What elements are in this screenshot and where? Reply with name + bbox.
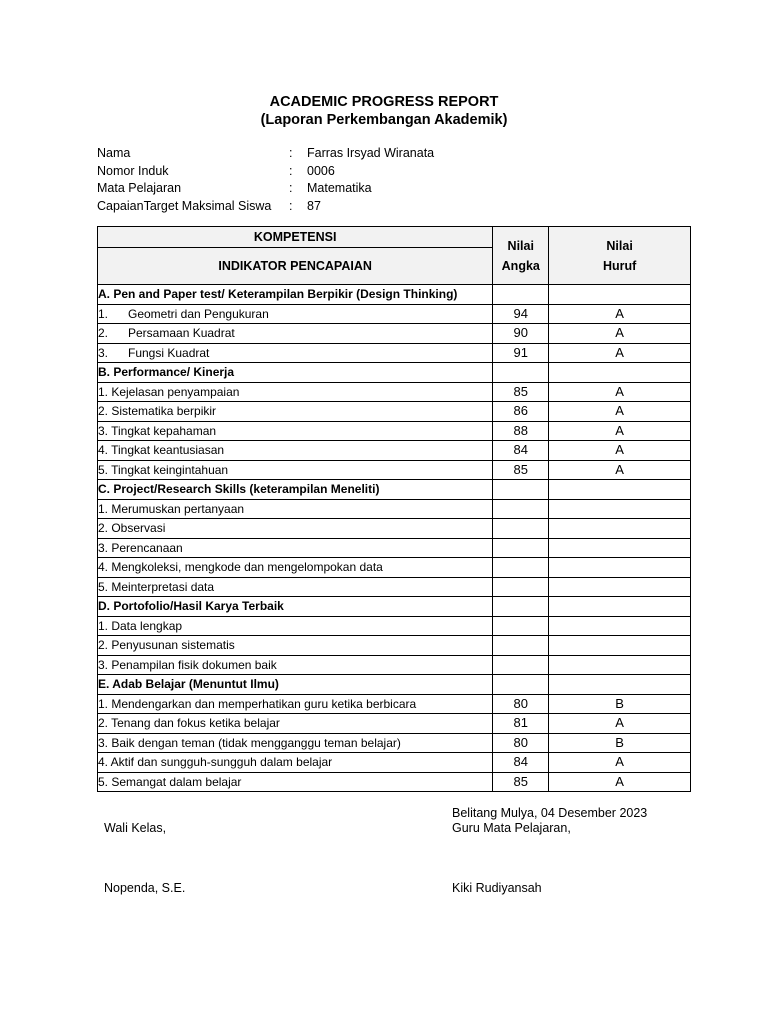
item-number: 1. — [98, 306, 109, 321]
indicator-cell — [98, 324, 493, 344]
section-row — [98, 480, 691, 500]
table-row — [98, 460, 691, 480]
item-number: 3. — [98, 345, 109, 360]
table-row — [98, 324, 691, 344]
score-cell — [493, 519, 549, 539]
header-indikator: INDIKATOR PENCAPAIAN — [98, 248, 493, 285]
header-nilai-angka — [493, 227, 549, 285]
grade-cell — [549, 538, 691, 558]
table-row — [98, 343, 691, 363]
grade-cell — [549, 616, 691, 636]
indicator-text: 2. Penyusunan sistematis — [98, 636, 493, 656]
table-row — [98, 636, 691, 656]
table-row — [98, 558, 691, 578]
grade-cell: B — [549, 694, 691, 714]
indicator-text: 3. Perencanaan — [98, 538, 493, 558]
header-nilai-angka-line2: Angka — [501, 258, 540, 273]
table-row — [98, 382, 691, 402]
section-title: A. Pen and Paper test/ Keterampilan Berpikir (Design Thinking) — [98, 285, 493, 305]
score-cell: 86 — [493, 402, 549, 422]
info-colon: : — [289, 163, 293, 178]
wali-kelas-name: Nopenda, S.E. — [104, 881, 186, 895]
indicator-text: 1. Kejelasan penyampaian — [98, 382, 493, 402]
grade-cell: A — [549, 714, 691, 734]
grade-cell: A — [549, 382, 691, 402]
section-title: E. Adab Belajar (Menuntut Ilmu) — [98, 675, 493, 695]
grade-cell — [549, 519, 691, 539]
indicator-text: 5. Semangat dalam belajar — [98, 772, 493, 792]
score-cell: 91 — [493, 343, 549, 363]
info-row-nama — [97, 145, 597, 163]
info-label: Nama — [97, 146, 131, 160]
score-cell: 84 — [493, 753, 549, 773]
info-colon: : — [289, 198, 293, 213]
report-subtitle: (Laporan Perkembangan Akademik) — [260, 112, 508, 128]
grade-cell: B — [549, 733, 691, 753]
score-cell: 85 — [493, 772, 549, 792]
section-row — [98, 363, 691, 383]
table-row — [98, 577, 691, 597]
info-value: 87 — [307, 198, 321, 213]
indicator-cell — [98, 343, 493, 363]
header-nilai-huruf — [549, 227, 691, 285]
report-title: ACADEMIC PROGRESS REPORT — [269, 94, 499, 110]
wali-kelas-role: Wali Kelas, — [104, 821, 167, 835]
score-cell: 85 — [493, 460, 549, 480]
score-cell: 81 — [493, 714, 549, 734]
indicator-text: 3. Penampilan fisik dokumen baik — [98, 655, 493, 675]
indicator-text: Geometri dan Pengukuran — [128, 306, 269, 321]
indicator-text: 1. Merumuskan pertanyaan — [98, 499, 493, 519]
header-kompetensi: KOMPETENSI — [98, 227, 493, 248]
info-row-nomor-induk — [97, 163, 597, 181]
indicator-text: 4. Mengkoleksi, mengkode dan mengelompokan data — [98, 558, 493, 578]
score-cell — [493, 655, 549, 675]
table-row — [98, 538, 691, 558]
score-cell: 88 — [493, 421, 549, 441]
table-row — [98, 733, 691, 753]
indicator-text: 1. Data lengkap — [98, 616, 493, 636]
score-cell — [493, 558, 549, 578]
indicator-cell — [98, 304, 493, 324]
score-cell — [493, 616, 549, 636]
indicator-text: 3. Baik dengan teman (tidak mengganggu teman belajar) — [98, 733, 493, 753]
table-row — [98, 694, 691, 714]
info-row-mata-pelajaran — [97, 180, 597, 198]
grade-cell — [549, 577, 691, 597]
section-title: D. Portofolio/Hasil Karya Terbaik — [98, 597, 493, 617]
info-colon: : — [289, 181, 293, 195]
table-row — [98, 616, 691, 636]
info-label: Nomor Induk — [97, 163, 169, 178]
score-cell: 80 — [493, 694, 549, 714]
grade-cell: A — [549, 402, 691, 422]
info-label: CapaianTarget Maksimal Siswa — [97, 198, 272, 213]
indicator-text: 5. Tingkat keingintahuan — [98, 460, 493, 480]
header-nilai-angka-line1: Nilai — [507, 238, 534, 253]
info-value: 0006 — [307, 163, 335, 178]
header-nilai-huruf-line1: Nilai — [606, 238, 633, 253]
score-cell — [493, 577, 549, 597]
indicator-text: 2. Tenang dan fokus ketika belajar — [98, 714, 493, 734]
score-cell: 94 — [493, 304, 549, 324]
score-cell — [493, 499, 549, 519]
score-cell: 80 — [493, 733, 549, 753]
indicator-text: 5. Meinterpretasi data — [98, 577, 493, 597]
grade-cell: A — [549, 441, 691, 461]
indicator-text: Fungsi Kuadrat — [128, 345, 210, 360]
place-date: Belitang Mulya, 04 Desember 2023 — [452, 806, 648, 820]
score-cell: 84 — [493, 441, 549, 461]
table-row — [98, 441, 691, 461]
table-row — [98, 421, 691, 441]
indicator-text: 1. Mendengarkan dan memperhatikan guru ketika berbicara — [98, 694, 493, 714]
info-label: Mata Pelajaran — [97, 181, 182, 195]
grade-cell — [549, 499, 691, 519]
info-value: Matematika — [307, 181, 372, 195]
section-row — [98, 597, 691, 617]
info-row-capaian-target — [97, 198, 597, 216]
section-title: B. Performance/ Kinerja — [98, 363, 493, 383]
section-title: C. Project/Research Skills (keterampilan Meneliti) — [98, 480, 493, 500]
grade-cell: A — [549, 304, 691, 324]
grade-cell: A — [549, 343, 691, 363]
guru-name: Kiki Rudiyansah — [452, 881, 542, 895]
item-number: 2. — [98, 326, 109, 341]
grade-cell: A — [549, 324, 691, 344]
score-cell — [493, 538, 549, 558]
student-info — [97, 145, 597, 215]
indicator-text: 2. Observasi — [98, 519, 493, 539]
score-cell: 85 — [493, 382, 549, 402]
indicator-text: 2. Sistematika berpikir — [98, 402, 493, 422]
grade-cell — [549, 558, 691, 578]
grade-cell — [549, 655, 691, 675]
indicator-text: 4. Tingkat keantusiasan — [98, 441, 493, 461]
indicator-text: 3. Tingkat kepahaman — [98, 421, 493, 441]
table-row — [98, 772, 691, 792]
info-value: Farras Irsyad Wiranata — [307, 146, 435, 160]
section-row — [98, 285, 691, 305]
grade-cell: A — [549, 772, 691, 792]
guru-role: Guru Mata Pelajaran, — [452, 821, 571, 835]
table-row — [98, 753, 691, 773]
grade-cell: A — [549, 460, 691, 480]
indicator-text: Persamaan Kuadrat — [128, 326, 235, 341]
score-cell: 90 — [493, 324, 549, 344]
grade-cell: A — [549, 753, 691, 773]
score-cell — [493, 636, 549, 656]
indicator-text: 4. Aktif dan sungguh-sungguh dalam belajar — [98, 753, 493, 773]
table-row — [98, 519, 691, 539]
table-row — [98, 655, 691, 675]
info-colon: : — [289, 146, 293, 160]
grade-cell — [549, 636, 691, 656]
table-row — [98, 714, 691, 734]
header-nilai-huruf-line2: Huruf — [602, 258, 637, 273]
section-row — [98, 675, 691, 695]
table-row — [98, 304, 691, 324]
grade-cell: A — [549, 421, 691, 441]
competency-table — [97, 226, 691, 792]
table-row — [98, 402, 691, 422]
table-row — [98, 499, 691, 519]
